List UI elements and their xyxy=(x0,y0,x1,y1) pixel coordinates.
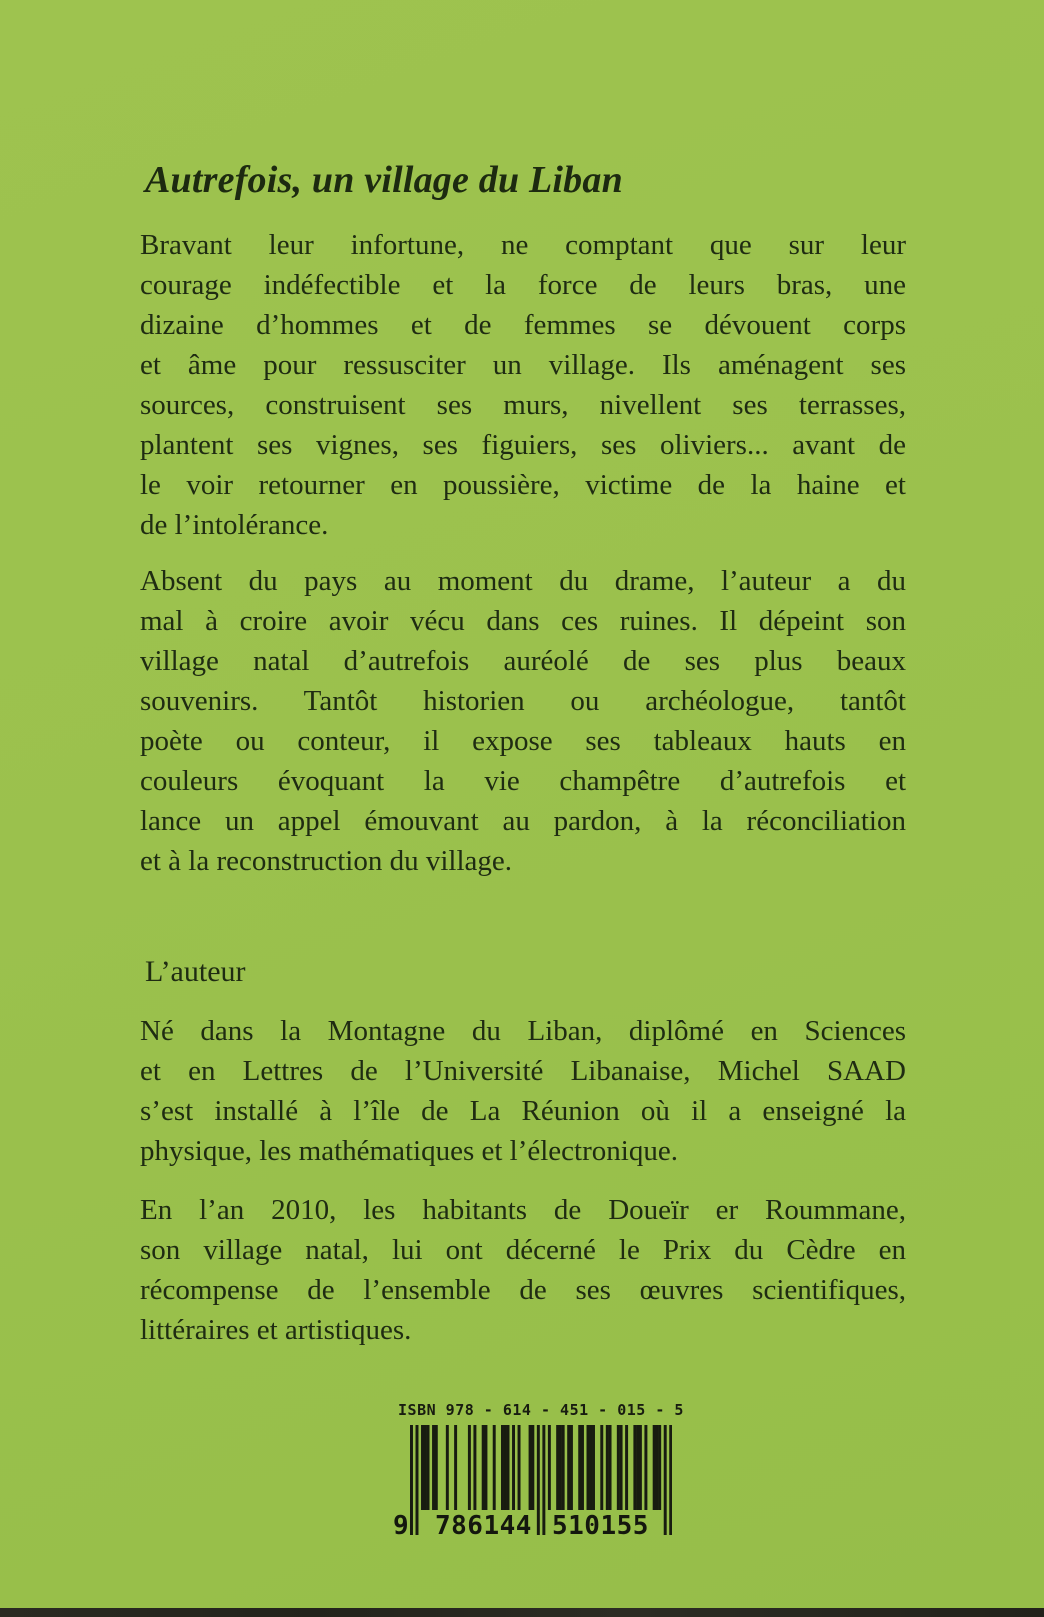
text-line: son village natal, lui ont décerné le Prix du Cèdre en xyxy=(140,1234,906,1266)
photo-bottom-edge xyxy=(0,1608,1044,1617)
text-line: littéraires et artistiques. xyxy=(140,1314,412,1346)
text-line: village natal d’autrefois auréolé de ses plus beaux xyxy=(140,645,906,677)
book-title: Autrefois, un village du Liban xyxy=(145,159,623,201)
author-section-heading: L’auteur xyxy=(145,955,246,988)
author-paragraph-2 xyxy=(140,1190,906,1350)
barcode-digits-group2: 510155 xyxy=(552,1511,649,1541)
text-line: Absent du pays au moment du drame, l’auteur a du xyxy=(140,565,906,597)
text-line: mal à croire avoir vécu dans ces ruines. Il dépeint son xyxy=(140,605,906,637)
text-line: poète ou conteur, il expose ses tableaux hauts en xyxy=(140,725,906,757)
text-line: dizaine d’hommes et de femmes se dévouent corps xyxy=(140,309,906,341)
ean13-barcode xyxy=(393,1425,672,1543)
text-line: couleurs évoquant la vie champêtre d’autrefois et xyxy=(140,765,906,797)
text-line: s’est installé à l’île de La Réunion où il a enseigné la xyxy=(140,1095,906,1127)
text-line: En l’an 2010, les habitants de Doueïr er Roummane, xyxy=(140,1194,906,1226)
text-line: et à la reconstruction du village. xyxy=(140,845,513,877)
text-line: et âme pour ressusciter un village. Ils aménagent ses xyxy=(140,349,906,381)
synopsis-paragraph-1 xyxy=(140,225,906,545)
text-line: de l’intolérance. xyxy=(140,509,329,541)
text-line: courage indéfectible et la force de leurs bras, une xyxy=(140,269,906,301)
text-line: lance un appel émouvant au pardon, à la réconciliation xyxy=(140,805,906,837)
text-line: souvenirs. Tantôt historien ou archéologue, tantôt xyxy=(140,685,906,717)
synopsis-paragraph-2 xyxy=(140,561,906,881)
isbn-label: ISBN 978 - 614 - 451 - 015 - 5 xyxy=(398,1401,684,1419)
text-line: récompense de l’ensemble de ses œuvres scientifiques, xyxy=(140,1274,906,1306)
text-line: physique, les mathématiques et l’électronique. xyxy=(140,1135,678,1167)
text-line: le voir retourner en poussière, victime de la haine et xyxy=(140,469,906,501)
author-paragraph-1 xyxy=(140,1011,906,1171)
text-line: plantent ses vignes, ses figuiers, ses oliviers... avant de xyxy=(140,429,906,461)
barcode-digit-leading: 9 xyxy=(393,1511,410,1541)
text-line: sources, construisent ses murs, nivellent ses terrasses, xyxy=(140,389,906,421)
text-line: et en Lettres de l’Université Libanaise, Michel SAAD xyxy=(140,1055,906,1087)
barcode-digits-group1: 786144 xyxy=(435,1511,532,1541)
text-line: Bravant leur infortune, ne comptant que sur leur xyxy=(140,229,906,261)
text-line: Né dans la Montagne du Liban, diplômé en Sciences xyxy=(140,1015,906,1047)
